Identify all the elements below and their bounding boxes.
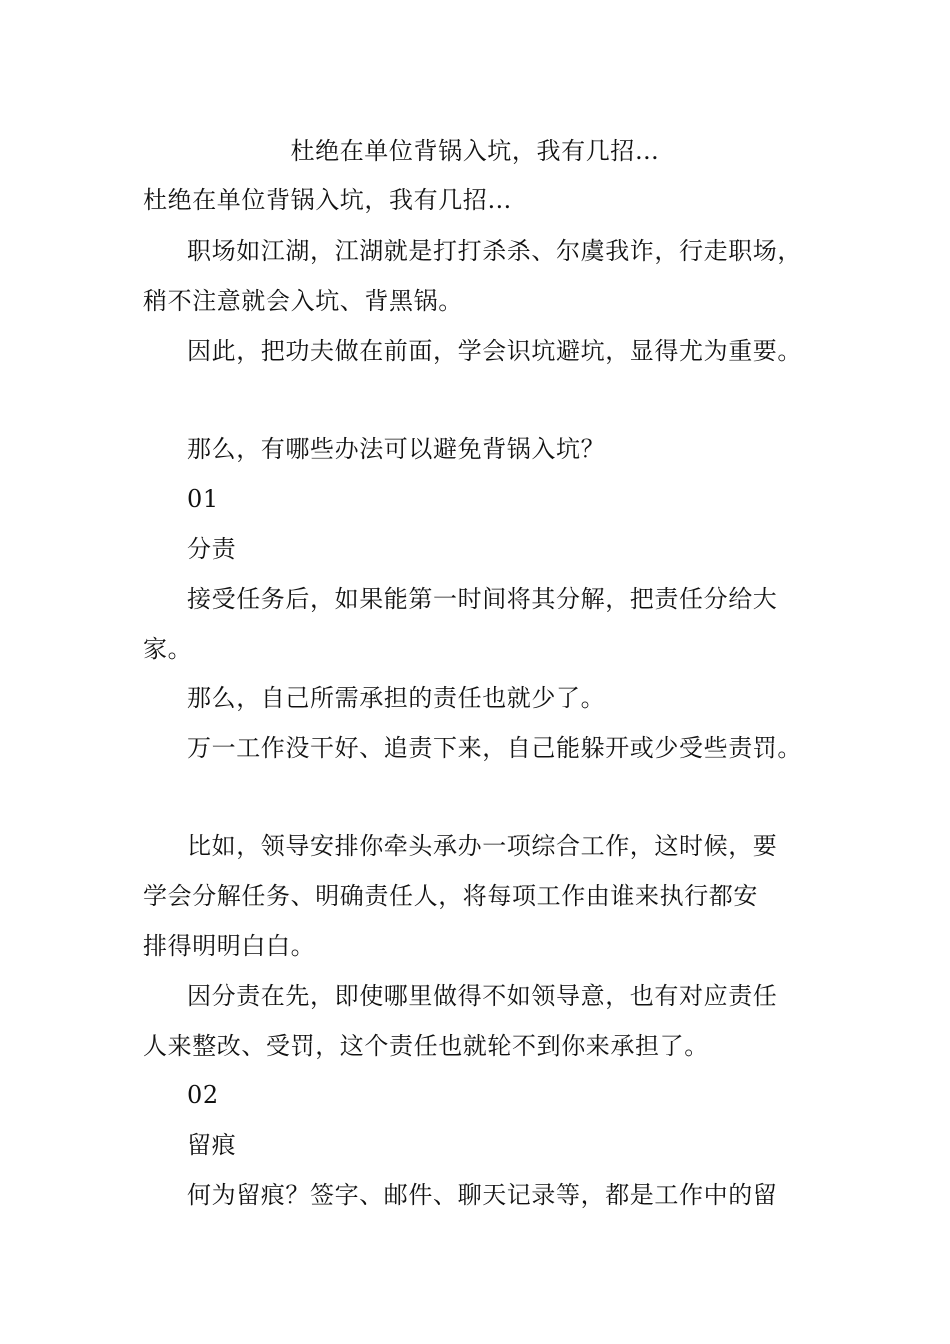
paragraph-line: 家。 xyxy=(143,635,193,663)
section-heading: 留痕 xyxy=(187,1131,237,1159)
paragraph-line: 比如，领导安排你牵头承办一项综合工作，这时候，要 xyxy=(187,832,778,860)
document-title: 杜绝在单位背锅入坑，我有几招… xyxy=(290,137,660,165)
paragraph-line: 因此，把功夫做在前面，学会识坑避坑，显得尤为重要。 xyxy=(187,337,802,365)
paragraph-line: 何为留痕？签字、邮件、聊天记录等，都是工作中的留 xyxy=(187,1181,778,1209)
paragraph-line: 那么，自己所需承担的责任也就少了。 xyxy=(187,684,606,712)
paragraph-line: 学会分解任务、明确责任人，将每项工作由谁来执行都安 xyxy=(143,882,758,910)
section-number: 01 xyxy=(187,485,219,513)
paragraph-line: 那么，有哪些办法可以避免背锅入坑？ xyxy=(187,435,606,463)
paragraph-line: 接受任务后，如果能第一时间将其分解，把责任分给大 xyxy=(187,585,778,613)
section-number: 02 xyxy=(187,1081,219,1109)
paragraph-line: 因分责在先，即使哪里做得不如领导意，也有对应责任 xyxy=(187,982,778,1010)
paragraph-line: 万一工作没干好、追责下来，自己能躲开或少受些责罚。 xyxy=(187,734,802,762)
paragraph-line: 职场如江湖，江湖就是打打杀杀、尔虞我诈，行走职场， xyxy=(187,237,802,265)
paragraph-line: 排得明明白白。 xyxy=(143,932,316,960)
paragraph-line: 人来整改、受罚，这个责任也就轮不到你来承担了。 xyxy=(143,1032,709,1060)
paragraph-line: 杜绝在单位背锅入坑，我有几招… xyxy=(143,186,512,214)
section-heading: 分责 xyxy=(187,535,237,563)
paragraph-line: 稍不注意就会入坑、背黑锅。 xyxy=(143,287,463,315)
